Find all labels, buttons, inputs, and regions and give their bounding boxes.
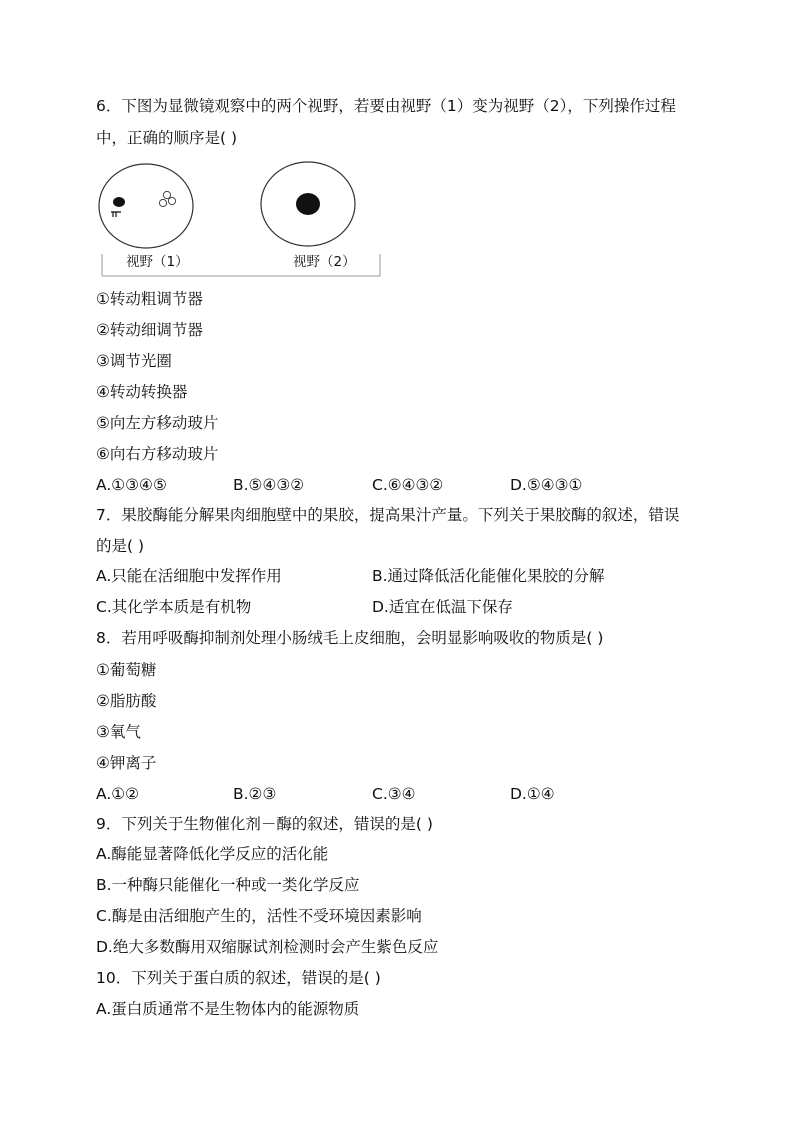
q9-option-b: B.一种酶只能催化一种或一类化学反应	[96, 876, 360, 894]
field-2-dark-cell	[296, 193, 320, 215]
q7-option-b: B.通过降低活化能催化果胶的分解	[372, 567, 605, 585]
q8-item-1: ①葡萄糖	[96, 661, 157, 679]
q6-stem-line2: 中，正确的顺序是( )	[96, 129, 238, 147]
q8-stem: 8．若用呼吸酶抑制剂处理小肠绒毛上皮细胞，会明显影响吸收的物质是( )	[96, 629, 604, 647]
field-1-caption: 视野（1）	[126, 254, 189, 270]
q6-step-5: ⑤向左方移动玻片	[96, 414, 219, 432]
q8-item-4: ④钾离子	[96, 754, 157, 772]
q10-option-a: A.蛋白质通常不是生物体内的能源物质	[96, 1000, 360, 1018]
q9-stem: 9．下列关于生物催化剂－酶的叙述，错误的是( )	[96, 815, 433, 833]
field-1-circle	[99, 164, 193, 248]
q8-option-d: D.①④	[510, 785, 555, 803]
q6-option-b: B.⑤④③②	[233, 476, 305, 494]
field-1-small-cell	[159, 199, 166, 206]
q8-item-2: ②脂肪酸	[96, 692, 157, 710]
q6-step-2: ②转动细调节器	[96, 321, 203, 339]
q6-step-3: ③调节光圈	[96, 352, 172, 370]
q6-step-6: ⑥向右方移动玻片	[96, 445, 219, 463]
q7-stem-line2: 的是( )	[96, 537, 145, 555]
q7-stem-line1: 7．果胶酶能分解果肉细胞壁中的果胶，提高果汁产量。下列关于果胶酶的叙述，错误	[96, 506, 680, 524]
q7-option-d: D.适宜在低温下保存	[372, 598, 513, 616]
q8-option-b: B.②③	[233, 785, 277, 803]
q9-option-d: D.绝大多数酶用双缩脲试剂检测时会产生紫色反应	[96, 938, 439, 956]
field-1-small-cell	[163, 191, 170, 198]
q8-item-3: ③氧气	[96, 723, 141, 741]
q6-option-a: A.①③④⑤	[96, 476, 167, 494]
q8-option-a: A.①②	[96, 785, 140, 803]
q6-step-4: ④转动转换器	[96, 383, 188, 401]
q6-option-c: C.⑥④③②	[372, 476, 444, 494]
q8-option-c: C.③④	[372, 785, 416, 803]
q10-stem: 10．下列关于蛋白质的叙述，错误的是( )	[96, 969, 381, 987]
field-1-dark-cell	[113, 197, 125, 207]
field-2-caption: 视野（2）	[293, 254, 356, 270]
q9-option-a: A.酶能显著降低化学反应的活化能	[96, 845, 329, 863]
q7-option-a: A.只能在活细胞中发挥作用	[96, 567, 282, 585]
q9-option-c: C.酶是由活细胞产生的，活性不受环境因素影响	[96, 907, 422, 925]
q6-option-d: D.⑤④③①	[510, 476, 583, 494]
q7-option-c: C.其化学本质是有机物	[96, 598, 252, 616]
q6-stem-line1: 6．下图为显微镜观察中的两个视野，若要由视野（1）变为视野（2），下列操作过程	[96, 97, 676, 115]
microscope-fields-figure	[96, 158, 386, 280]
field-1-small-cell	[168, 197, 175, 204]
q6-step-1: ①转动粗调节器	[96, 290, 203, 308]
